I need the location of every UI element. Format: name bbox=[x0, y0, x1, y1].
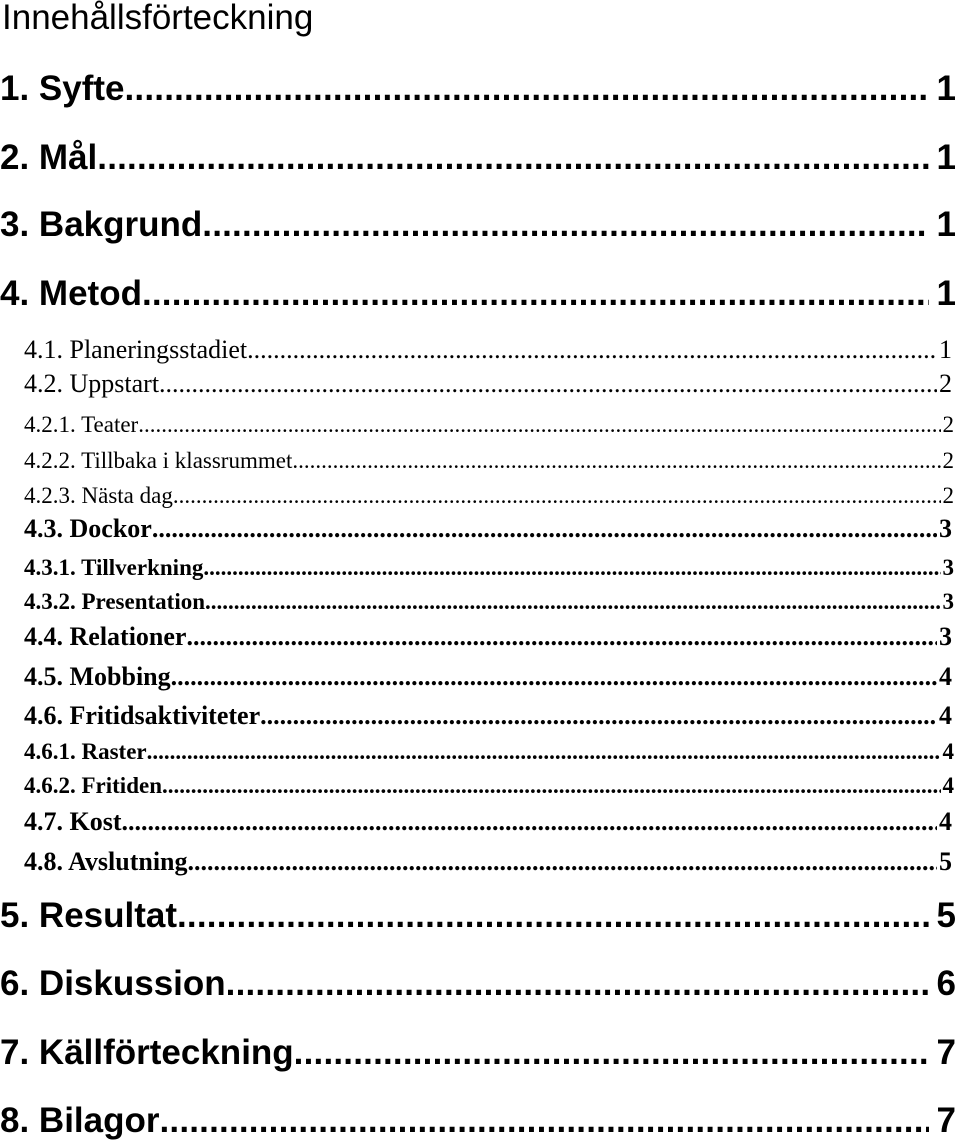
toc-entry-label: 4.1. Planeringsstadiet bbox=[24, 335, 248, 364]
toc-entry-planeringsstadiet[interactable] bbox=[0, 333, 952, 367]
toc-entry-label: 4.6.2. Fritiden bbox=[24, 773, 162, 798]
toc-entry-page: 4 bbox=[942, 739, 954, 764]
dot-leader bbox=[159, 367, 937, 401]
toc-entry-label: 4.4. Relationer bbox=[24, 622, 187, 651]
toc-entry-label: 3. Bakgrund bbox=[0, 205, 203, 244]
toc-entry-label: 4.6. Fritidsaktiviteter bbox=[24, 701, 261, 730]
dot-leader bbox=[260, 699, 937, 733]
toc-entry-label: 5. Resultat bbox=[0, 896, 177, 935]
toc-entry-label: 4.8. Avslutning bbox=[24, 847, 188, 876]
toc-entry-uppstart[interactable] bbox=[0, 367, 952, 401]
toc-entry-page: 1 bbox=[939, 335, 952, 364]
dot-leader bbox=[97, 137, 928, 179]
toc-entry-page: 4 bbox=[942, 773, 954, 798]
dot-leader bbox=[188, 845, 937, 879]
dot-leader bbox=[147, 737, 941, 767]
dot-leader bbox=[171, 660, 937, 694]
dot-leader bbox=[177, 895, 929, 937]
toc-entry-presentation[interactable] bbox=[0, 587, 954, 617]
toc-entry-page: 2 bbox=[939, 369, 952, 398]
toc-entry-syfte[interactable] bbox=[0, 68, 956, 110]
toc-entry-teater[interactable] bbox=[0, 410, 954, 440]
toc-entry-page: 7 bbox=[936, 1101, 956, 1140]
toc-entry-page: 1 bbox=[936, 205, 956, 244]
dot-leader bbox=[292, 446, 940, 476]
toc-entry-label: 4.2. Uppstart bbox=[24, 369, 160, 398]
dot-leader bbox=[226, 963, 929, 1005]
toc-entry-page: 5 bbox=[939, 847, 952, 876]
toc-entry-label: 4. Metod bbox=[0, 274, 142, 313]
dot-leader bbox=[125, 68, 929, 110]
toc-entry-bilagor[interactable] bbox=[0, 1100, 956, 1142]
toc-entry-label: 4.3. Dockor bbox=[24, 514, 152, 543]
dot-leader bbox=[142, 273, 929, 315]
toc-entry-page: 3 bbox=[939, 514, 952, 543]
dot-leader bbox=[173, 481, 941, 511]
dot-leader bbox=[152, 512, 937, 546]
toc-entry-page: 1 bbox=[936, 274, 956, 313]
toc-entry-page: 3 bbox=[942, 555, 954, 580]
toc-entry-page: 7 bbox=[936, 1033, 956, 1072]
toc-entry-page: 4 bbox=[939, 701, 952, 730]
toc-entry-label: 4.2.3. Nästa dag bbox=[24, 483, 173, 508]
toc-entry-kost[interactable] bbox=[0, 805, 952, 839]
toc-entry-page: 3 bbox=[939, 622, 952, 651]
dot-leader bbox=[202, 204, 928, 246]
toc-entry-dockor[interactable] bbox=[0, 512, 952, 546]
toc-entry-diskussion[interactable] bbox=[0, 963, 956, 1005]
toc-entry-page: 4 bbox=[939, 662, 952, 691]
toc-entry-page: 5 bbox=[936, 896, 956, 935]
toc-entry-label: 1. Syfte bbox=[0, 69, 125, 108]
toc-entry-label: 4.7. Kost bbox=[24, 807, 122, 836]
toc-entry-mal[interactable] bbox=[0, 137, 956, 179]
toc-entry-relationer[interactable] bbox=[0, 620, 952, 654]
toc-entry-nasta-dag[interactable] bbox=[0, 481, 954, 511]
toc-entry-page: 1 bbox=[936, 138, 956, 177]
toc-entry-avslutning[interactable] bbox=[0, 845, 952, 879]
toc-entry-page: 3 bbox=[942, 589, 954, 614]
dot-leader bbox=[203, 553, 940, 583]
toc-entry-label: 7. Källförteckning bbox=[0, 1033, 294, 1072]
dot-leader bbox=[159, 1100, 928, 1142]
dot-leader bbox=[162, 771, 941, 801]
toc-entry-fritidsaktiviteter[interactable] bbox=[0, 699, 952, 733]
dot-leader bbox=[122, 805, 938, 839]
dot-leader bbox=[205, 587, 940, 617]
toc-entry-fritiden[interactable] bbox=[0, 771, 954, 801]
dot-leader bbox=[186, 620, 937, 654]
dot-leader bbox=[294, 1032, 929, 1074]
toc-entry-label: 4.6.1. Raster bbox=[24, 739, 147, 764]
toc-entry-page: 6 bbox=[936, 964, 956, 1003]
toc-title: Innehållsförteckning bbox=[2, 0, 314, 37]
toc-entry-label: 4.2.2. Tillbaka i klassrummet bbox=[24, 448, 293, 473]
toc-entry-label: 4.3.2. Presentation bbox=[24, 589, 206, 614]
toc-entry-page: 2 bbox=[942, 412, 954, 437]
toc-entry-tillverkning[interactable] bbox=[0, 553, 954, 583]
toc-entry-mobbing[interactable] bbox=[0, 660, 952, 694]
dot-leader bbox=[247, 333, 937, 367]
toc-entry-label: 6. Diskussion bbox=[0, 964, 226, 1003]
toc-entry-page: 2 bbox=[942, 483, 954, 508]
toc-entry-resultat[interactable] bbox=[0, 895, 956, 937]
toc-entry-kallforteckning[interactable] bbox=[0, 1032, 956, 1074]
dot-leader bbox=[138, 410, 940, 440]
toc-entry-tillbaka[interactable] bbox=[0, 446, 954, 476]
toc-entry-label: 4.3.1. Tillverkning bbox=[24, 555, 204, 580]
toc-entry-page: 2 bbox=[942, 448, 954, 473]
toc-entry-page: 1 bbox=[936, 69, 956, 108]
toc-entry-bakgrund[interactable] bbox=[0, 204, 956, 246]
toc-entry-page: 4 bbox=[939, 807, 952, 836]
toc-entry-label: 4.5. Mobbing bbox=[24, 662, 171, 691]
toc-entry-raster[interactable] bbox=[0, 737, 954, 767]
toc-entry-label: 4.2.1. Teater bbox=[24, 412, 139, 437]
toc-entry-label: 2. Mål bbox=[0, 138, 98, 177]
toc-entry-label: 8. Bilagor bbox=[0, 1101, 160, 1140]
toc-entry-metod[interactable] bbox=[0, 273, 956, 315]
